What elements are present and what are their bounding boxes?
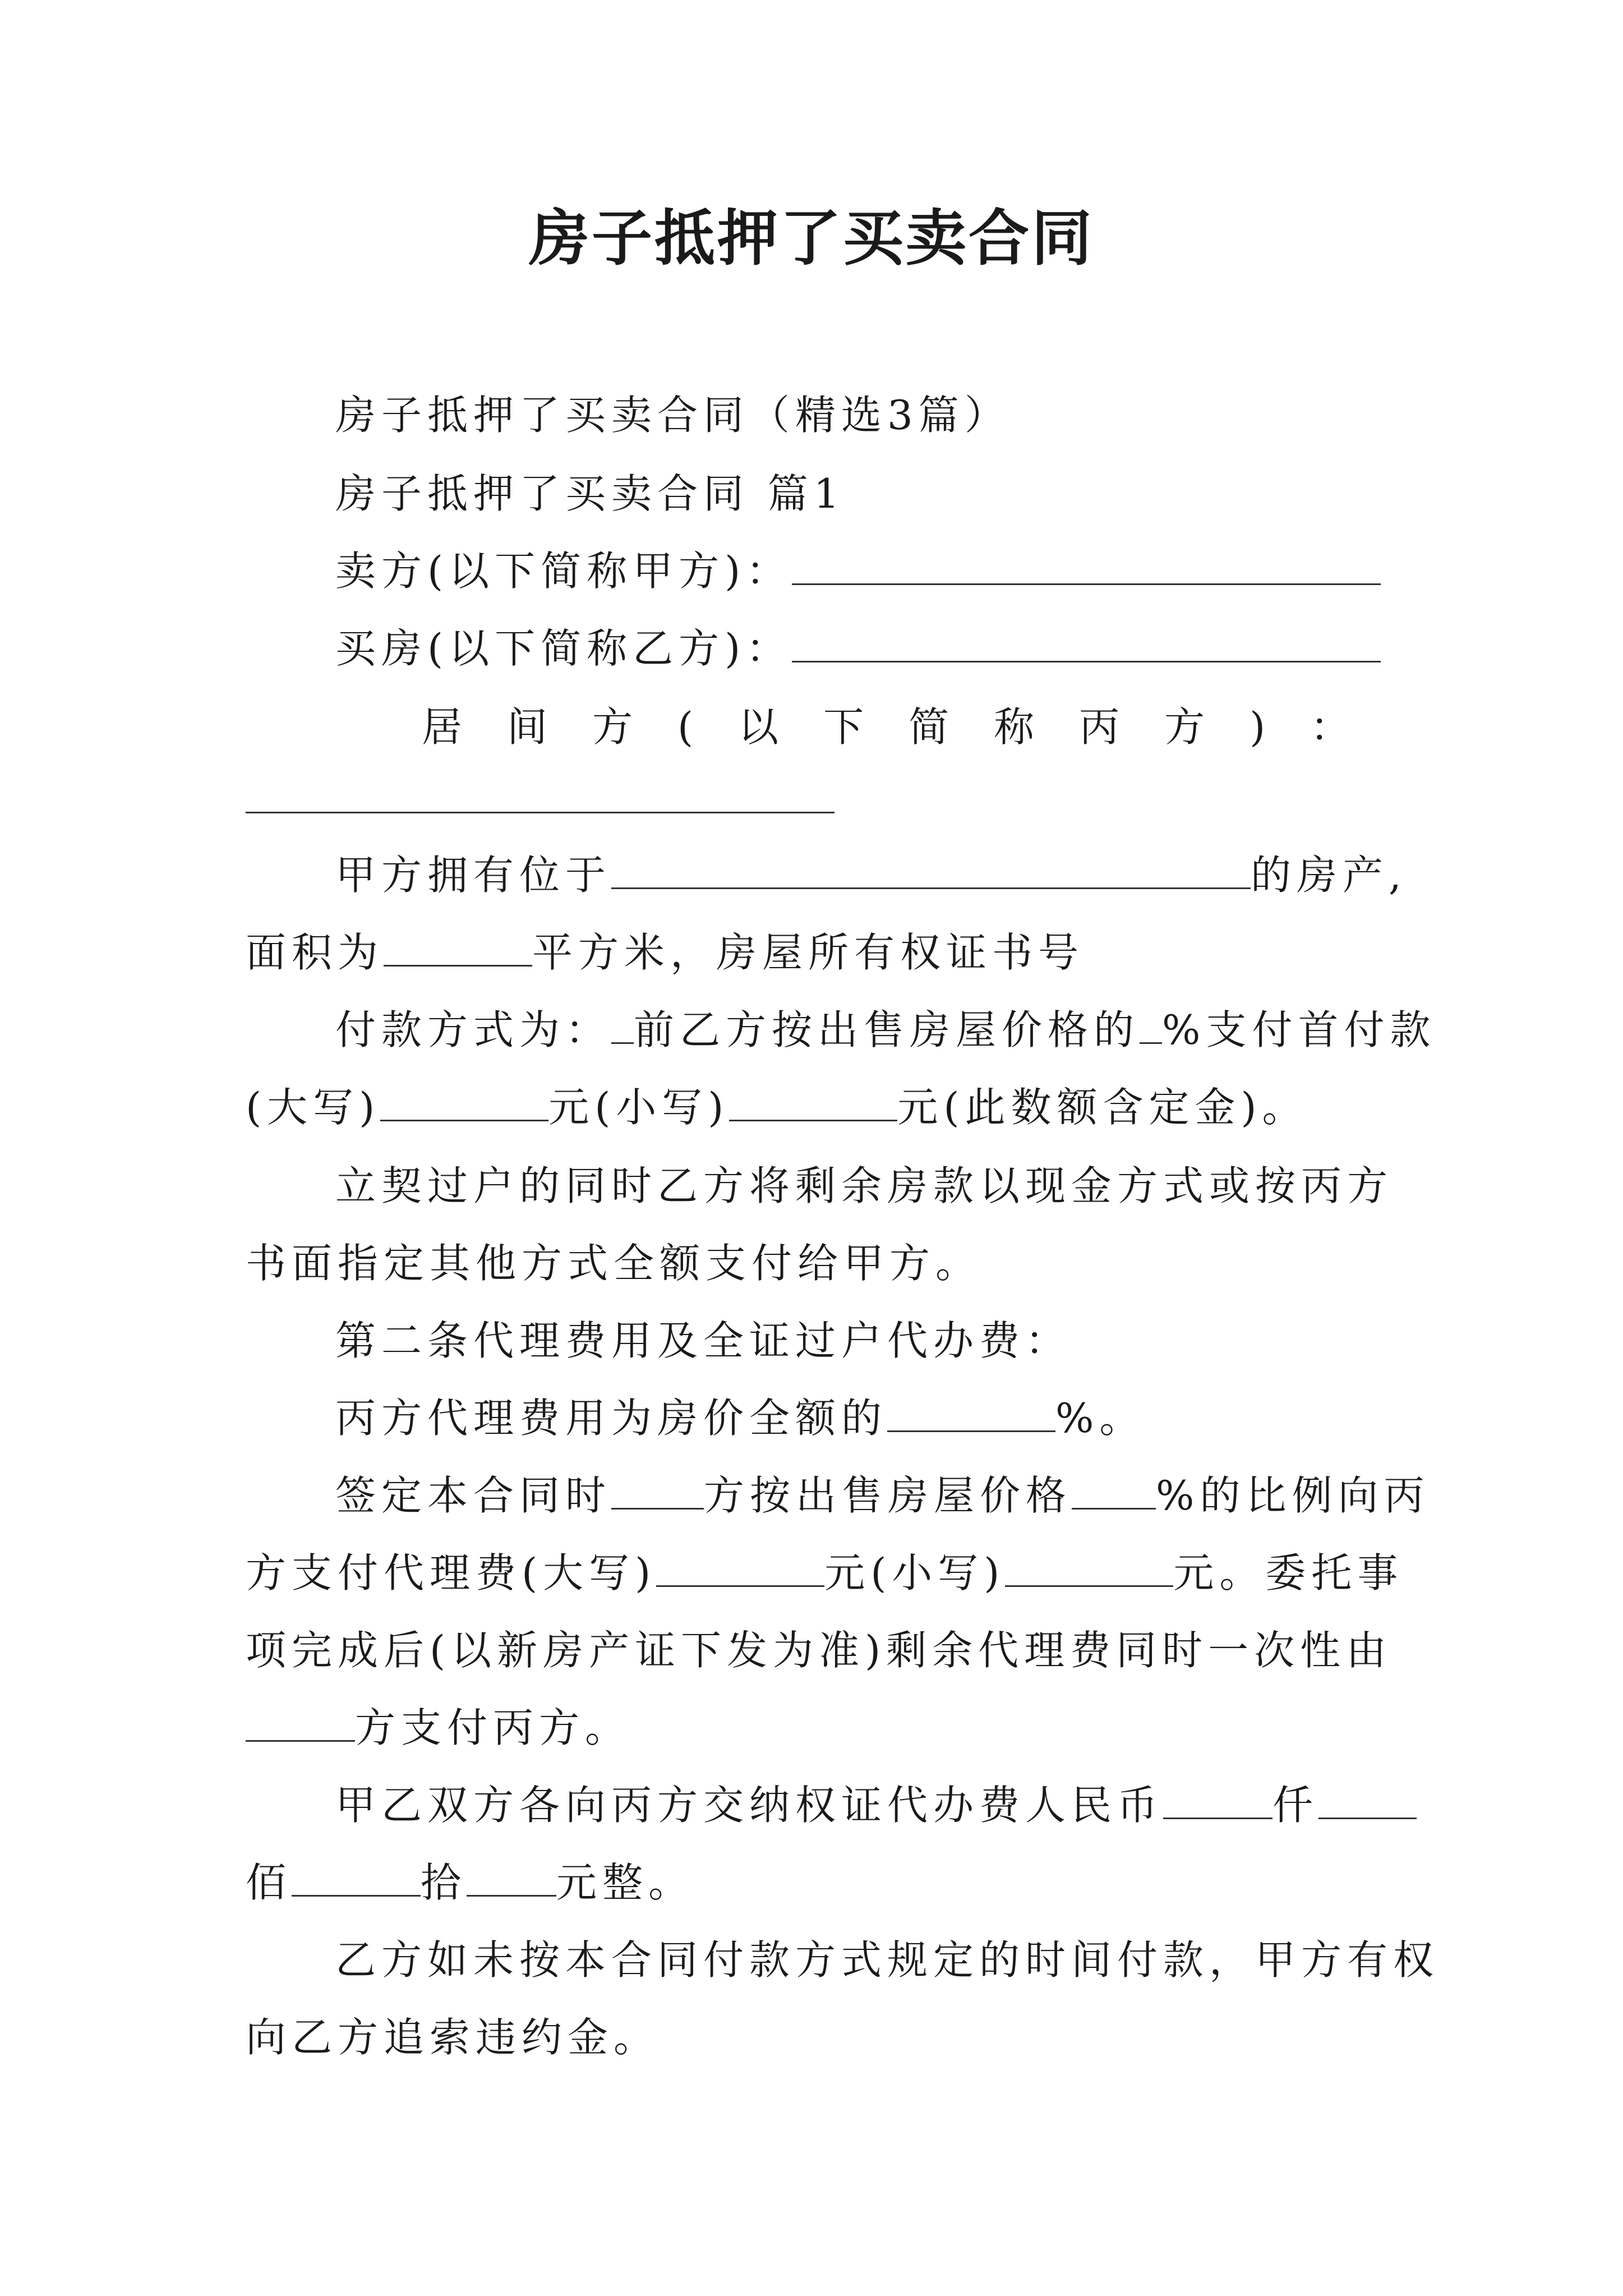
seller-label: 卖方(以下简称甲方)：: [335, 547, 792, 595]
text-segment: 付款方式为：: [335, 1006, 612, 1053]
text-segment: 的房产,: [1251, 852, 1407, 899]
blank: [887, 1396, 1055, 1432]
text-segment: 元(小写): [824, 1549, 1006, 1596]
para-cert-fee-2: [246, 1855, 694, 1911]
text-segment: 方支付丙方。: [355, 1704, 631, 1751]
text-segment: 签定本合同时: [335, 1472, 612, 1519]
article-heading: 房子抵押了买卖合同 篇1: [335, 470, 845, 517]
section-heading: 第二条代理费用及全证过户代办费：: [335, 1317, 1072, 1364]
buyer-line: [335, 620, 1381, 677]
para-fee: [335, 1390, 1145, 1446]
text-segment: 元。委托事: [1173, 1549, 1404, 1596]
blank: [1163, 1783, 1272, 1819]
blank: [1005, 1550, 1173, 1587]
blank: [1140, 1007, 1162, 1044]
para-area: [246, 924, 1084, 981]
blank: [611, 1007, 634, 1044]
text-segment: 仟: [1272, 1782, 1319, 1829]
text-segment: 甲方拥有位于: [335, 852, 612, 899]
para-penalty-2: 向乙方追索违约金。: [246, 2014, 660, 2061]
blank: [292, 1860, 421, 1897]
blank: [467, 1860, 556, 1897]
text-segment: 方按出售房屋价格: [704, 1472, 1072, 1519]
para-sign-3: 项完成后(以新房产证下发为准)剩余代理费同时一次性由: [246, 1627, 1393, 1674]
blank: [611, 1473, 704, 1510]
para-sign-2: [246, 1545, 1403, 1601]
blank: [729, 1085, 897, 1121]
para-penalty: 乙方如未按本合同付款方式规定的时间付款，甲方有权: [335, 1936, 1440, 1984]
blank: [1318, 1783, 1417, 1819]
blank: [380, 1085, 548, 1121]
buyer-label: 买房(以下简称乙方)：: [335, 625, 792, 672]
text-segment: 平方米，房屋所有权证书号: [532, 929, 1085, 976]
text-segment: (大写): [246, 1084, 381, 1131]
text-segment: 前乙方按出售房屋价格的: [634, 1006, 1140, 1053]
para-sign-4: [246, 1700, 631, 1756]
area-blank: [384, 930, 532, 967]
para-transfer: 立契过户的同时乙方将剩余房款以现金方式或按丙方: [335, 1162, 1394, 1209]
text-segment: 方支付代理费(大写): [246, 1549, 657, 1596]
text-segment: 元整。: [556, 1859, 695, 1906]
blank: [656, 1550, 824, 1587]
agent-blank: [246, 812, 834, 813]
document-title: 房子抵押了买卖合同: [528, 203, 1094, 274]
buyer-blank: [792, 626, 1381, 662]
para-property: [335, 847, 1407, 903]
para-cert-fee: [335, 1777, 1417, 1833]
text-segment: 佰: [246, 1859, 292, 1906]
agent-label: 居间方(以下简称丙方)：: [422, 703, 1396, 751]
address-blank: [611, 853, 1251, 889]
text-segment: %。: [1055, 1395, 1146, 1442]
subtitle: 房子抵押了买卖合同（精选3篇）: [335, 392, 1011, 439]
para-payment-2: [246, 1079, 1308, 1135]
seller-blank: [792, 549, 1381, 585]
text-segment: %的比例向丙: [1156, 1472, 1430, 1519]
text-segment: 元(此数额含定金)。: [897, 1084, 1308, 1131]
text-segment: 甲乙双方各向丙方交纳权证代办费人民币: [335, 1782, 1164, 1829]
text-segment: 面积为: [246, 929, 384, 976]
para-transfer-2: 书面指定其他方式全额支付给甲方。: [246, 1240, 982, 1287]
text-segment: 元(小写): [548, 1084, 730, 1131]
text-segment: %支付首付款: [1162, 1006, 1436, 1053]
blank: [1072, 1473, 1156, 1510]
text-segment: 拾: [421, 1859, 467, 1906]
seller-line: [335, 543, 1381, 599]
para-payment: [335, 1002, 1436, 1058]
text-segment: 丙方代理费用为房价全额的: [335, 1395, 888, 1442]
blank: [246, 1705, 355, 1742]
para-sign: [335, 1467, 1430, 1524]
